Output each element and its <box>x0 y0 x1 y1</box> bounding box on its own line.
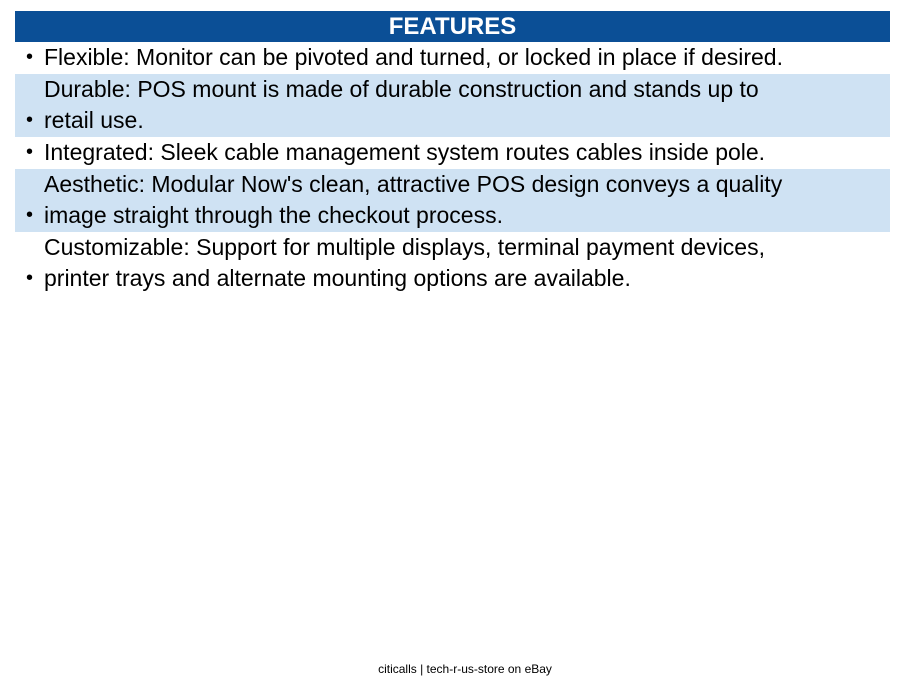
feature-item <box>15 74 890 137</box>
feature-item <box>15 169 890 232</box>
feature-text: Customizable: Support for multiple displays, terminal payment devices, printer trays and alternate mounting options are available. <box>44 234 765 291</box>
footer-credit: citicalls | tech-r-us-store on eBay <box>378 662 552 676</box>
bullet-icon: • <box>25 204 33 226</box>
bullet-icon: • <box>25 109 33 131</box>
feature-item <box>15 137 890 169</box>
bullet-icon: • <box>25 46 33 68</box>
bullet-icon: • <box>25 267 33 289</box>
feature-text: Integrated: Sleek cable management system routes cables inside pole. <box>44 139 766 165</box>
features-header: FEATURES <box>15 11 890 42</box>
bullet-icon: • <box>25 141 33 163</box>
feature-item <box>15 42 890 74</box>
feature-item <box>15 232 890 295</box>
features-table <box>15 11 890 295</box>
feature-text: Aesthetic: Modular Now's clean, attractive POS design conveys a quality image straight through the checkout process. <box>44 171 783 228</box>
feature-text: Durable: POS mount is made of durable construction and stands up to retail use. <box>44 76 759 133</box>
feature-text: Flexible: Monitor can be pivoted and turned, or locked in place if desired. <box>44 44 783 70</box>
